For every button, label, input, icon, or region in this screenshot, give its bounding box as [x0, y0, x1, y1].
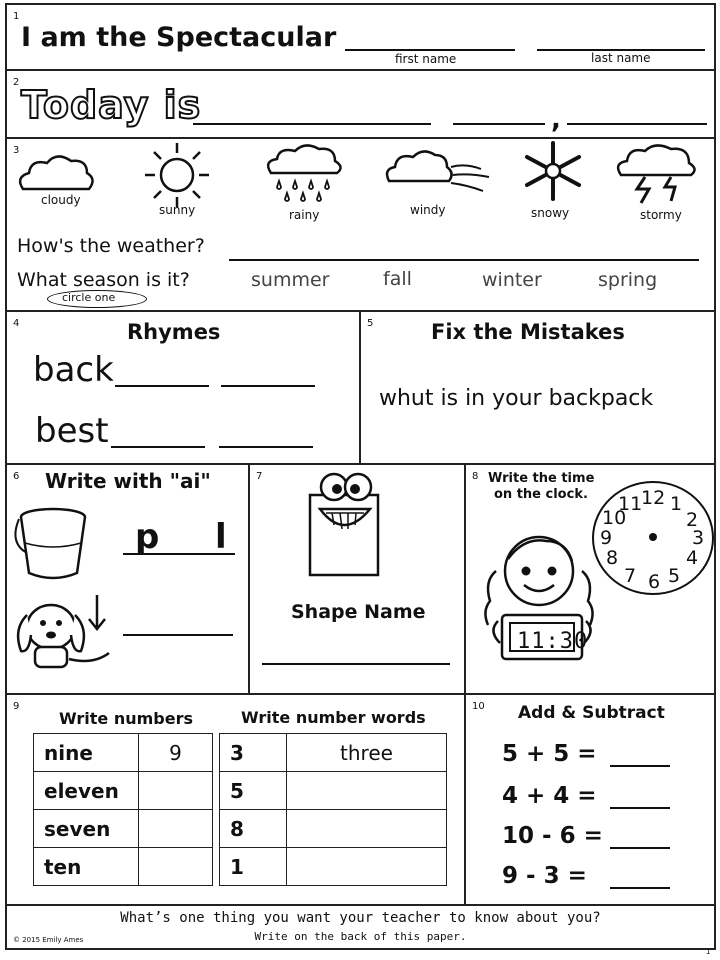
clock-section	[464, 463, 716, 695]
rain-cloud-icon	[265, 145, 345, 205]
weather-label: stormy	[640, 208, 682, 222]
table-row	[34, 848, 213, 886]
name-section	[5, 3, 716, 71]
rhymes-title: Rhymes	[127, 320, 221, 344]
clock-number: 10	[602, 507, 627, 529]
add-subtract-section	[464, 693, 716, 906]
section-number: 2	[13, 77, 20, 88]
rhyme-field[interactable]	[115, 385, 209, 387]
section-number: 8	[472, 471, 479, 482]
clock-number: 5	[668, 565, 681, 587]
rhyme-word-best: best	[35, 411, 109, 451]
weather-label: snowy	[531, 206, 570, 220]
word-cell: ten	[34, 848, 139, 886]
answer-cell[interactable]	[287, 848, 447, 886]
number-cell: 3	[220, 734, 287, 772]
clock-number: 11	[618, 493, 643, 515]
table-row	[34, 772, 213, 810]
season-option-fall[interactable]: fall	[383, 268, 412, 290]
comma: ,	[551, 105, 561, 135]
rhyme-word-back: back	[33, 350, 114, 390]
season-option-winter[interactable]: winter	[482, 269, 542, 291]
mistake-sentence: whut is in your backpack	[379, 386, 654, 411]
analog-clock[interactable]	[592, 481, 714, 595]
dog-tail-field[interactable]	[123, 634, 233, 636]
first-name-label: first name	[395, 52, 457, 66]
answer-cell[interactable]: 9	[139, 734, 213, 772]
wind-icon	[385, 147, 495, 197]
pail-blank-field[interactable]	[123, 553, 235, 555]
weather-question: How's the weather?	[17, 235, 205, 257]
word-cell: seven	[34, 810, 139, 848]
section-number: 7	[256, 471, 263, 482]
answer-cell[interactable]	[139, 772, 213, 810]
girl-icon	[474, 531, 604, 681]
season-option-spring[interactable]: spring	[598, 269, 658, 291]
numbers-section	[5, 693, 466, 906]
first-name-field[interactable]	[345, 49, 515, 51]
sun-icon	[145, 141, 215, 211]
answer-cell[interactable]	[139, 848, 213, 886]
clock-instruction-line-1: Write the time	[488, 471, 595, 486]
write-ai-title: Write with "ai"	[45, 469, 211, 493]
answer-field[interactable]	[610, 887, 670, 889]
clock-number: 12	[641, 487, 666, 509]
table-row	[220, 772, 447, 810]
weather-answer-field[interactable]	[229, 259, 699, 261]
dog-icon	[13, 589, 113, 669]
table-row	[34, 810, 213, 848]
clock-number: 6	[648, 571, 661, 593]
number-cell: 5	[220, 772, 287, 810]
weather-section	[5, 137, 716, 312]
weather-label: rainy	[289, 208, 320, 222]
word-cell: nine	[34, 734, 139, 772]
date-section	[5, 69, 716, 139]
page-number: 1	[706, 948, 711, 956]
month-field[interactable]	[453, 123, 545, 125]
section-number: 10	[472, 701, 485, 712]
weather-label: sunny	[159, 203, 196, 217]
fix-mistakes-title: Fix the Mistakes	[431, 320, 625, 344]
table-row	[34, 734, 213, 772]
clock-center	[649, 533, 657, 541]
shape-name-label: Shape Name	[291, 601, 426, 623]
storm-cloud-icon	[615, 145, 705, 205]
clock-number: 8	[606, 547, 619, 569]
answer-cell[interactable]	[139, 810, 213, 848]
section-number: 1	[13, 11, 20, 22]
math-problem: 5 + 5 =	[502, 741, 597, 767]
rhyme-field[interactable]	[221, 385, 315, 387]
add-subtract-title: Add & Subtract	[518, 703, 665, 723]
copyright: © 2015 Emily Ames	[13, 936, 84, 944]
rhyme-field[interactable]	[219, 446, 313, 448]
rhyme-field[interactable]	[111, 446, 205, 448]
today-title: Today is	[21, 83, 202, 127]
math-problem: 9 - 3 =	[502, 863, 587, 889]
number-cell: 8	[220, 810, 287, 848]
weather-label: windy	[410, 203, 446, 217]
clock-number: 1	[670, 493, 683, 515]
digital-clock-time: 11:30	[517, 629, 589, 654]
number-table	[33, 733, 213, 886]
season-option-summer[interactable]: summer	[251, 269, 330, 291]
snowflake-icon	[521, 139, 585, 203]
answer-cell[interactable]	[287, 810, 447, 848]
cloud-icon	[17, 151, 97, 196]
letter-p: p	[135, 517, 160, 557]
pail-icon	[15, 503, 95, 583]
answer-field[interactable]	[610, 765, 670, 767]
day-field[interactable]	[193, 123, 431, 125]
letter-l: l	[215, 517, 227, 557]
section-number: 4	[13, 318, 20, 329]
footer-question: What’s one thing you want your teacher to know about you?	[120, 910, 601, 926]
clock-number: 7	[624, 565, 637, 587]
year-field[interactable]	[567, 123, 707, 125]
write-ai-section	[5, 463, 250, 695]
answer-cell[interactable]: three	[287, 734, 447, 772]
math-problem: 10 - 6 =	[502, 823, 603, 849]
clock-number: 4	[686, 547, 699, 569]
last-name-label: last name	[591, 51, 651, 65]
square-character-icon	[300, 469, 390, 579]
section-number: 5	[367, 318, 374, 329]
table-row	[220, 734, 447, 772]
answer-field[interactable]	[610, 847, 670, 849]
section-number: 6	[13, 471, 20, 482]
season-question: What season is it?	[17, 269, 190, 291]
shape-name-section	[248, 463, 466, 695]
page-title: I am the Spectacular	[21, 22, 337, 53]
write-numbers-title: Write numbers	[59, 709, 193, 728]
clock-number: 3	[692, 527, 705, 549]
table-row	[220, 810, 447, 848]
word-cell: eleven	[34, 772, 139, 810]
shape-name-field[interactable]	[262, 663, 450, 665]
clock-instruction-line-2: on the clock.	[494, 487, 588, 502]
fix-mistakes-section	[359, 310, 716, 465]
section-number: 3	[13, 145, 20, 156]
answer-cell[interactable]	[287, 772, 447, 810]
footer-subtext: Write on the back of this paper.	[254, 930, 467, 943]
number-cell: 1	[220, 848, 287, 886]
footer-section	[5, 904, 716, 950]
math-problem: 4 + 4 =	[502, 783, 597, 809]
rhymes-section	[5, 310, 361, 465]
weather-label: cloudy	[41, 193, 81, 207]
write-number-words-title: Write number words	[241, 708, 426, 727]
table-row	[220, 848, 447, 886]
clock-number: 9	[600, 527, 613, 549]
number-word-table	[219, 733, 447, 886]
circle-one-label: circle one	[62, 291, 116, 304]
answer-field[interactable]	[610, 807, 670, 809]
section-number: 9	[13, 701, 20, 712]
clock-number: 2	[686, 509, 699, 531]
